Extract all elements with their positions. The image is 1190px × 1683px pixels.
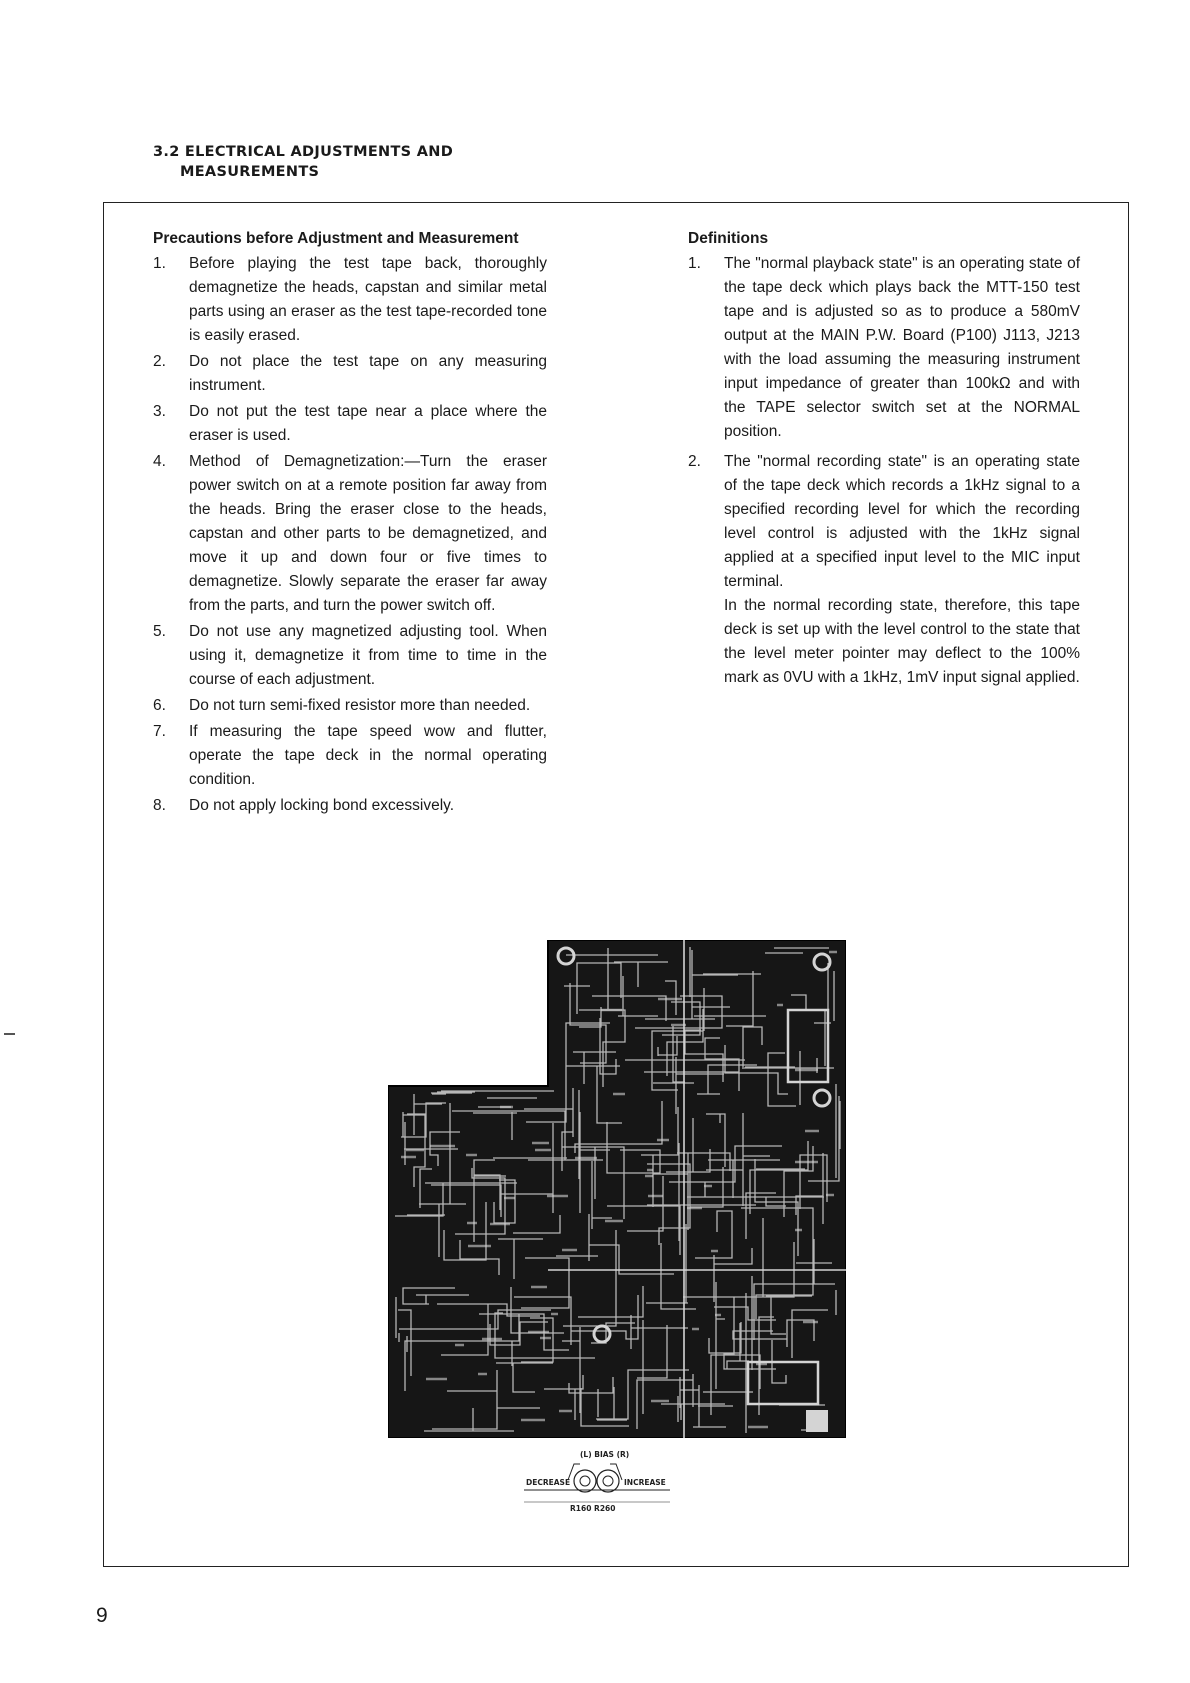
item-number: 1. xyxy=(153,255,166,272)
item-text: Before playing the test tape back, thoroughly demagnetize the heads, capstan and similar metal parts using an eraser as the test tape-recorded tone is easily erased. xyxy=(189,255,547,344)
item-text: Do not place the test tape on any measuring instrument. xyxy=(189,353,547,394)
item-text: Do not put the test tape near a place where the eraser is used. xyxy=(189,403,547,444)
section-title-line1: 3.2 ELECTRICAL ADJUSTMENTS AND xyxy=(153,144,454,160)
trimmer-right-icon xyxy=(597,1470,619,1492)
item-text: If measuring the tape speed wow and flutter, operate the tape deck in the normal operating condition. xyxy=(189,723,547,788)
definitions-column xyxy=(688,228,1080,690)
item-text: Method of Demagnetization:—Turn the eraser power switch on at a remote position far away from the heads. Bring the eraser close to the heads, capstan and other parts to be demagnetized, and move it up and down four or five times to demagnetize. Slowly separate the eraser far away from the parts, and turn the power switch off. xyxy=(189,453,547,614)
definitions-paragraph: In the normal recording state, therefore, this tape deck is set up with the level control to the state that the level meter pointer may deflect to the 100% mark as 0VU with a 1kHz, 1mV input signal applied. xyxy=(724,597,1080,686)
precautions-column xyxy=(153,228,547,820)
list-item xyxy=(153,252,547,348)
page-number: 9 xyxy=(96,1604,108,1627)
list-item xyxy=(688,252,1080,444)
trimmer-left-inner xyxy=(580,1476,590,1486)
precautions-list xyxy=(153,252,547,818)
list-item xyxy=(153,350,547,398)
list-item xyxy=(153,794,547,818)
item-number: 2. xyxy=(688,453,701,470)
item-number: 5. xyxy=(153,623,166,640)
margin-mark xyxy=(4,1033,15,1035)
bias-adjust-diagram xyxy=(520,1450,670,1516)
section-title xyxy=(153,142,453,182)
item-text: Do not turn semi-fixed resistor more than needed. xyxy=(189,697,531,714)
trimmer-right-inner xyxy=(603,1476,613,1486)
pcb-corner-pad xyxy=(806,1410,828,1432)
item-number: 1. xyxy=(688,255,701,272)
increase-label: INCREASE xyxy=(624,1478,666,1487)
item-text: The "normal recording state" is an operating state of the tape deck which records a 1kHz signal to a specified recording level for which the recording level control is adjusted with the 1kHz signal applied at a specified input level to the MIC input terminal. xyxy=(724,453,1080,590)
item-text: Do not use any magnetized adjusting tool. When using it, demagnetize it from time to time in the course of each adjustment. xyxy=(189,623,547,688)
item-number: 4. xyxy=(153,453,166,470)
trimmer-icons xyxy=(520,1450,670,1516)
item-text: The "normal playback state" is an operating state of the tape deck which plays back the MTT-150 test tape and is adjusted so as to produce a 580mV output at the MAIN P.W. Board (P100) J113, J213 with the load assuming the measuring instrument input impedance of greater than 100kΩ and with the TAPE selector switch set at the NORMAL position. xyxy=(724,255,1080,440)
item-number: 2. xyxy=(153,353,166,370)
pcb-artwork xyxy=(388,940,846,1438)
list-item xyxy=(153,720,547,792)
trimmer-left-icon xyxy=(574,1470,596,1492)
precautions-heading: Precautions before Adjustment and Measurement xyxy=(153,230,519,247)
item-number: 8. xyxy=(153,797,166,814)
list-item xyxy=(688,450,1080,594)
list-item xyxy=(153,694,547,718)
pcb-outline xyxy=(388,940,846,1438)
item-number: 7. xyxy=(153,723,166,740)
definitions-list xyxy=(688,252,1080,594)
list-item xyxy=(153,620,547,692)
item-number: 6. xyxy=(153,697,166,714)
pcb-board-image xyxy=(388,940,846,1438)
item-number: 3. xyxy=(153,403,166,420)
resistor-labels: R160 R260 xyxy=(570,1504,616,1513)
item-text: Do not apply locking bond excessively. xyxy=(189,797,455,814)
list-item xyxy=(153,400,547,448)
section-title-line2: MEASUREMENTS xyxy=(180,164,320,180)
bias-label: (L) BIAS (R) xyxy=(580,1450,630,1459)
list-item xyxy=(153,450,547,618)
decrease-label: DECREASE xyxy=(526,1478,571,1487)
definitions-heading: Definitions xyxy=(688,230,769,247)
